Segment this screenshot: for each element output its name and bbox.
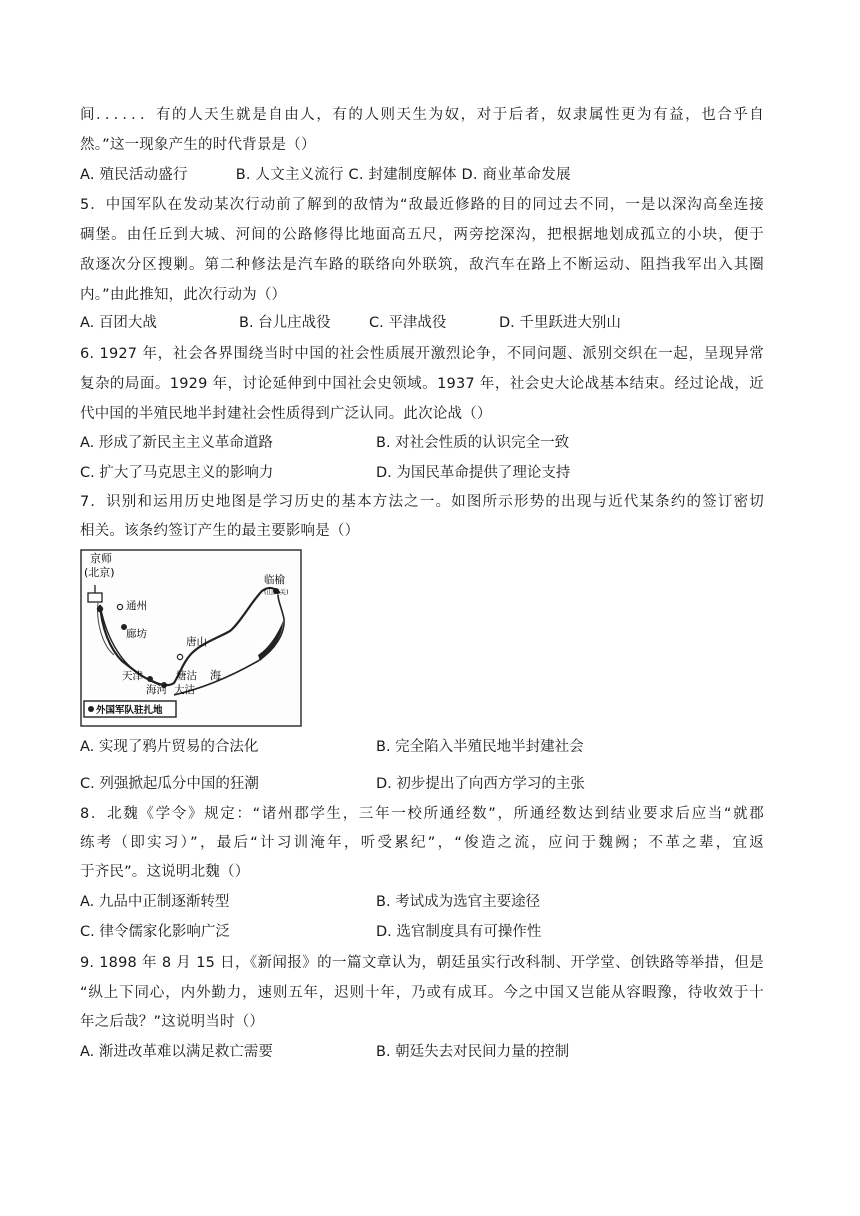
q8-stem-line1: 8．北魏《学令》规定：“诸州郡学生，三年一校所通经数”，所通经数达到结业要求后应当“就郡 [80, 806, 764, 822]
q8-stem-line2: 练考（即实习）”，最后“计习训淹年，听受累纪”，“俊造之流，应问于魏阙；不革之辈，宜返 [80, 835, 764, 851]
label-capital-1: 京师 [90, 552, 112, 565]
q8-option-c: C. 律令儒家化影响广泛 [80, 924, 230, 940]
q5-option-b: B. 台儿庄战役 [239, 315, 331, 331]
q7-stem-line1: 7．识别和运用历史地图是学习历史的基本方法之一。如图所示形势的出现与近代某条约的签订密切 [80, 494, 764, 510]
troop-dot-beijing [97, 606, 103, 612]
label-capital-2: (北京) [84, 566, 115, 579]
legend-label: 外国军队驻扎地 [96, 705, 163, 716]
q4-stem-line2: 然。”这一现象产生的时代背景是（） [80, 137, 316, 153]
q9-stem-line2: “纵上下同心，内外勤力，速则五年，迟则十年，乃或有成耳。今之中国又岂能从容暇豫，待收效于十 [80, 985, 764, 1001]
label-langfang: 廊坊 [126, 628, 147, 640]
historical-map [80, 549, 302, 727]
label-tianjin: 天津 [122, 670, 143, 682]
tongzhou-marker [117, 604, 122, 609]
q5-stem-line4: 内。”由此推知，此次行动为（） [80, 287, 287, 303]
q4-options: A. 殖民活动盛行 B. 人文主义流行 C. 封建制度解体 D. 商业革命发展 [80, 167, 571, 183]
q7-stem-line2: 相关。该条约签订产生的最主要影响是（） [80, 523, 360, 539]
q7-option-d: D. 初步提出了向西方学习的主张 [376, 776, 585, 792]
q7-option-c: C. 列强掀起瓜分中国的狂潮 [80, 776, 259, 792]
q6-option-b: B. 对社会性质的认识完全一致 [376, 435, 570, 451]
q5-option-a: A. 百团大战 [80, 315, 157, 331]
label-dagu: 大沽 [174, 684, 195, 696]
q8-option-d: D. 选官制度具有可操作性 [376, 924, 542, 940]
q5-stem-line3: 敌逐次分区搜剿。第二种修法是汽车路的联络向外联筑，敌汽车在路上不断运动、阻挡我军出入其圈 [80, 257, 764, 273]
q9-stem-line1: 9. 1898 年 8 月 15 日，《新闻报》的一篇文章认为，朝廷虽实行改科制、开学堂、创铁路等举措，但是 [80, 955, 764, 971]
q6-option-a: A. 形成了新民主主义革命道路 [80, 435, 273, 451]
q8-option-a: A. 九品中正制逐渐转型 [80, 894, 230, 910]
q9-option-b: B. 朝廷失去对民间力量的控制 [376, 1044, 570, 1060]
troop-dot-tianjin [147, 676, 153, 682]
q8-option-b: B. 考试成为选官主要途径 [376, 894, 541, 910]
label-tangshan: 唐山 [186, 636, 207, 648]
label-linyu-2: (山海关) [264, 588, 289, 596]
q5-option-d: D. 千里跃进大别山 [499, 315, 621, 331]
label-bohai: 渤 [256, 636, 269, 650]
q6-option-c: C. 扩大了马克思主义的影响力 [80, 465, 274, 481]
label-tanggu: 塘沽 [176, 670, 197, 682]
q7-option-a: A. 实现了鸦片贸易的合法化 [80, 739, 259, 755]
q7-option-b: B. 完全陷入半殖民地半封建社会 [376, 739, 584, 755]
q5-stem-line2: 碉堡。由任丘到大城、河间的公路修得比地面高五尺，两旁挖深沟，把根据地划成孤立的小块，便于 [80, 227, 764, 243]
tangshan-marker [177, 654, 182, 659]
map-figure [80, 549, 302, 727]
q8-stem-line3: 于齐民”。这说明北魏（） [80, 864, 250, 880]
q6-stem-line1: 6. 1927 年，社会各界围绕当时中国的社会性质展开激烈论争，不同问题、派别交织在一起，呈现异常 [80, 346, 764, 362]
q9-stem-line3: 年之后哉？”这说明当时（） [80, 1014, 265, 1030]
q6-stem-line2: 复杂的局面。1929 年，讨论延伸到中国社会史领域。1937 年，社会史大论战基本结束。经过论战，近 [80, 376, 764, 392]
label-tongzhou: 通州 [126, 600, 147, 612]
legend-dot [88, 706, 94, 712]
q6-option-d: D. 为国民革命提供了理论支持 [376, 465, 571, 481]
label-haihe: 海河 [146, 684, 167, 696]
label-linyu-1: 临榆 [264, 574, 285, 586]
label-sea: 海 [210, 669, 221, 682]
q5-stem-line1: 5．中国军队在发动某次行动前了解到的敌情为“敌最近修路的目的同过去不同，一是以深沟高垒连接 [80, 197, 764, 213]
q9-option-a: A. 渐进改革难以满足救亡需要 [80, 1044, 273, 1060]
q6-stem-line3: 代中国的半殖民地半封建社会性质得到广泛认同。此次论战（） [80, 406, 492, 422]
capital-marker [88, 593, 102, 602]
q5-option-c: C. 平津战役 [369, 315, 447, 331]
q4-stem-line1: 间．．．．．．有的人天生就是自由人，有的人则天生为奴，对于后者，奴隶属性更为有益，也合乎自 [80, 107, 764, 123]
